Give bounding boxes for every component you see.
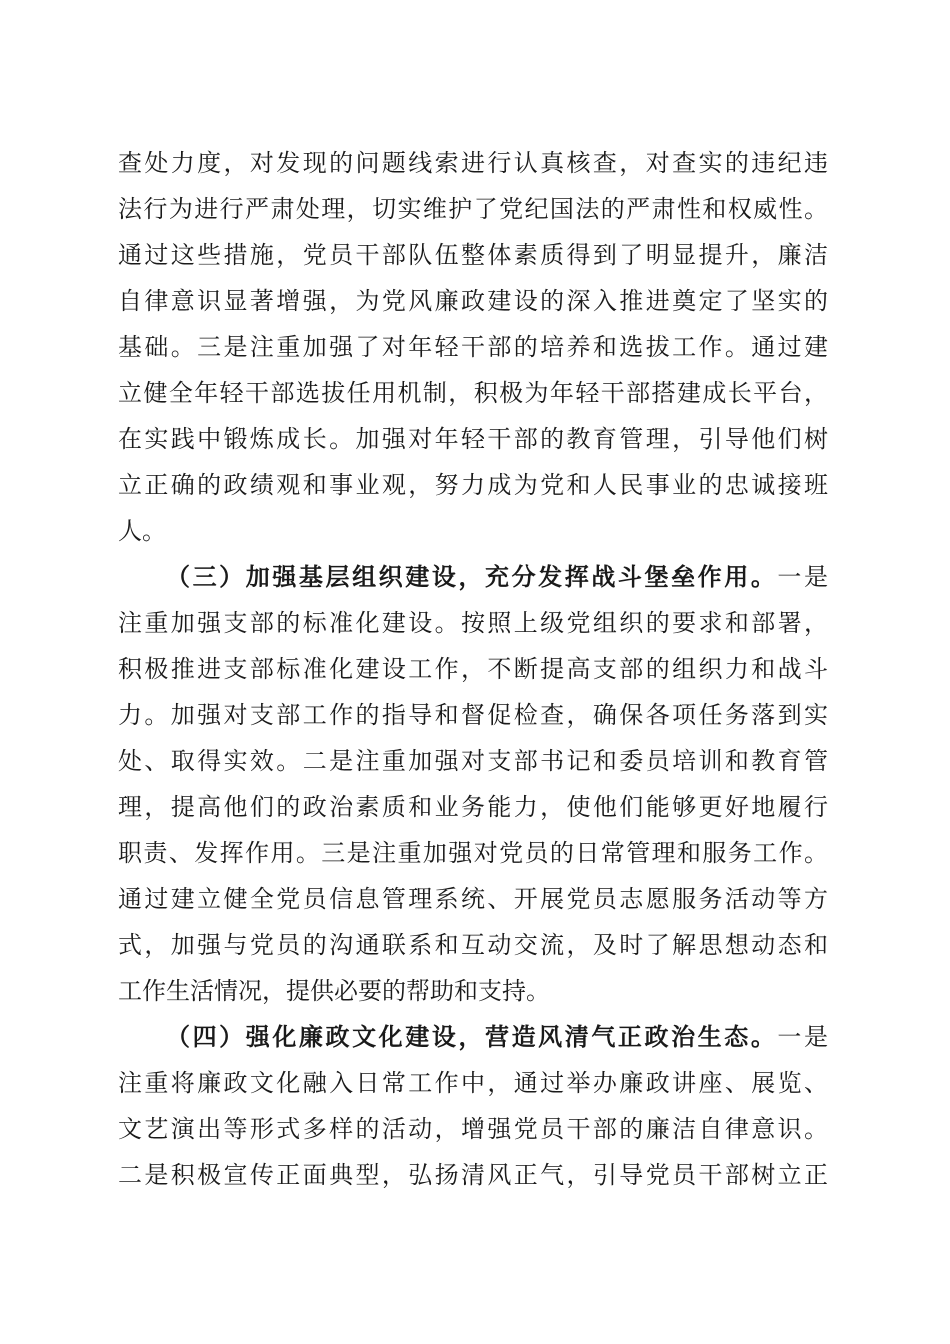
text-line: 在实践中锻炼成长。加强对年轻干部的教育管理，引导他们树 xyxy=(118,425,828,453)
section-four-lead: 一是 xyxy=(777,1023,829,1051)
section-three-first-line xyxy=(118,554,828,600)
text-line: 积极推进支部标准化建设工作，不断提高支部的组织力和战斗 xyxy=(118,655,828,683)
section-four-first-line xyxy=(118,1014,828,1060)
paragraph-continuation xyxy=(118,140,828,554)
text-line: 文艺演出等形式多样的活动，增强党员干部的廉洁自律意识。 xyxy=(118,1115,828,1143)
text-line: 工作生活情况，提供必要的帮助和支持。 xyxy=(118,977,550,1005)
section-four-paragraph xyxy=(118,1014,828,1198)
text-line: 人。 xyxy=(118,517,166,545)
text-line: 注重加强支部的标准化建设。按照上级党组织的要求和部署， xyxy=(118,609,828,637)
section-three-paragraph xyxy=(118,554,828,1014)
document-body xyxy=(118,140,828,1198)
section-three-heading: （三）加强基层组织建设，充分发挥战斗堡垒作用。 xyxy=(166,562,778,591)
text-line: 基础。三是注重加强了对年轻干部的培养和选拔工作。通过建 xyxy=(118,333,828,361)
section-three-lead: 一是 xyxy=(777,563,829,591)
text-line: 立健全年轻干部选拔任用机制，积极为年轻干部搭建成长平台， xyxy=(118,379,828,407)
text-line: 二是积极宣传正面典型，弘扬清风正气，引导党员干部树立正 xyxy=(118,1161,828,1189)
text-line: 查处力度，对发现的问题线索进行认真核查，对查实的违纪违 xyxy=(118,149,828,177)
text-line: 理，提高他们的政治素质和业务能力，使他们能够更好地履行 xyxy=(118,793,828,821)
text-line: 法行为进行严肃处理，切实维护了党纪国法的严肃性和权威性。 xyxy=(118,195,828,223)
text-line: 式，加强与党员的沟通联系和互动交流，及时了解思想动态和 xyxy=(118,931,828,959)
text-line: 处、取得实效。二是注重加强对支部书记和委员培训和教育管 xyxy=(118,747,828,775)
text-line: 自律意识显著增强，为党风廉政建设的深入推进奠定了坚实的 xyxy=(118,287,828,315)
text-line: 力。加强对支部工作的指导和督促检查，确保各项任务落到实 xyxy=(118,701,828,729)
text-line: 通过这些措施，党员干部队伍整体素质得到了明显提升，廉洁 xyxy=(118,241,828,269)
text-line: 职责、发挥作用。三是注重加强对党员的日常管理和服务工作。 xyxy=(118,839,828,867)
text-line: 立正确的政绩观和事业观，努力成为党和人民事业的忠诚接班 xyxy=(118,471,828,499)
section-four-heading: （四）强化廉政文化建设，营造风清气正政治生态。 xyxy=(166,1022,778,1051)
text-line: 注重将廉政文化融入日常工作中，通过举办廉政讲座、展览、 xyxy=(118,1069,828,1097)
text-line: 通过建立健全党员信息管理系统、开展党员志愿服务活动等方 xyxy=(118,885,828,913)
